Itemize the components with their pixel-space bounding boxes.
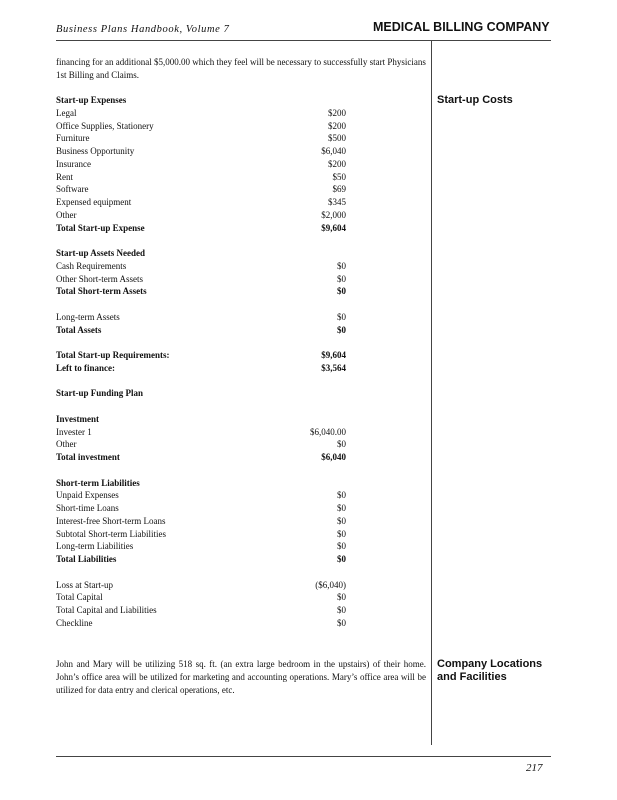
investment-heading: Investment: [56, 413, 99, 424]
table-row: Total Capital and Liabilities $0: [56, 605, 346, 615]
side-heading-locations-line2: and Facilities: [437, 671, 507, 683]
table-row: Office Supplies, Stationery $200: [56, 120, 346, 131]
funding-plan-heading: Start-up Funding Plan: [56, 388, 144, 399]
footer-rule: [56, 756, 551, 757]
startup-financials-table: [56, 94, 346, 630]
page-number: 217: [526, 762, 543, 774]
table-row: Invester 1 $6,040.00: [56, 426, 346, 437]
total-startup-requirements-row: Total Start-up Requirements: $9,604: [56, 350, 346, 360]
side-heading-locations-line1: Company Locations: [437, 658, 543, 670]
table-row: Long-term Liabilities $0: [56, 541, 346, 552]
table-row: Insurance $200: [56, 158, 346, 169]
locations-paragraph: John and Mary will be utilizing 518 sq. ft. (an extra large bedroom in the upstairs) of their home. John’s office area will be utilized for marketing and accounting operations. Mary’s office area will be utilized for data entry and clerical operations, etc.: [56, 659, 426, 695]
startup-assets-heading: Start-up Assets Needed: [56, 248, 145, 258]
intro-paragraph: financing for an additional $5,000.00 which they feel will be necessary to successfully start Physicians 1st Billing and Claims.: [56, 57, 426, 80]
total-liabilities-row: Total Liabilities $0: [56, 554, 346, 564]
table-row: Unpaid Expenses $0: [56, 490, 346, 501]
total-startup-expense-row: Total Start-up Expense $9,604: [56, 222, 346, 233]
running-header-section: MEDICAL BILLING COMPANY: [373, 20, 550, 34]
startup-expenses-heading: Start-up Expenses: [56, 95, 127, 105]
table-row: Software $69: [56, 184, 346, 195]
total-investment-row: Total investment $6,040: [56, 452, 346, 462]
table-row: Business Opportunity $6,040: [56, 146, 346, 156]
table-row: Other $2,000: [56, 209, 346, 220]
table-row: Short-time Loans $0: [56, 503, 346, 513]
table-row: Subtotal Short-term Liabilities $0: [56, 528, 346, 539]
table-row: Loss at Start-up ($6,040): [56, 579, 346, 590]
long-term-assets-row: Long-term Assets $0: [56, 311, 346, 322]
table-row: Other Short-term Assets $0: [56, 273, 346, 284]
column-divider: [431, 40, 432, 745]
table-row: Legal $200: [56, 107, 346, 118]
liabilities-heading: Short-term Liabilities: [56, 477, 140, 488]
total-assets-row: Total Assets $0: [56, 324, 346, 335]
running-header-title: Business Plans Handbook, Volume 7: [56, 24, 230, 35]
table-row: Furniture $500: [56, 133, 346, 144]
table-row: Checkline $0: [56, 617, 346, 628]
table-row: Total Capital $0: [56, 592, 346, 603]
left-to-finance-row: Left to finance: $3,564: [56, 362, 346, 373]
header-rule: [56, 40, 551, 41]
table-row: Cash Requirements $0: [56, 260, 346, 271]
table-row: Interest-free Short-term Loans $0: [56, 515, 346, 526]
total-short-term-assets-row: Total Short-term Assets $0: [56, 286, 346, 297]
side-heading-locations: [437, 658, 557, 684]
side-heading-startup-costs: Start-up Costs: [437, 94, 513, 106]
table-row: Rent $50: [56, 171, 346, 182]
table-row: Other $0: [56, 439, 346, 450]
table-row: Expensed equipment $345: [56, 197, 346, 207]
